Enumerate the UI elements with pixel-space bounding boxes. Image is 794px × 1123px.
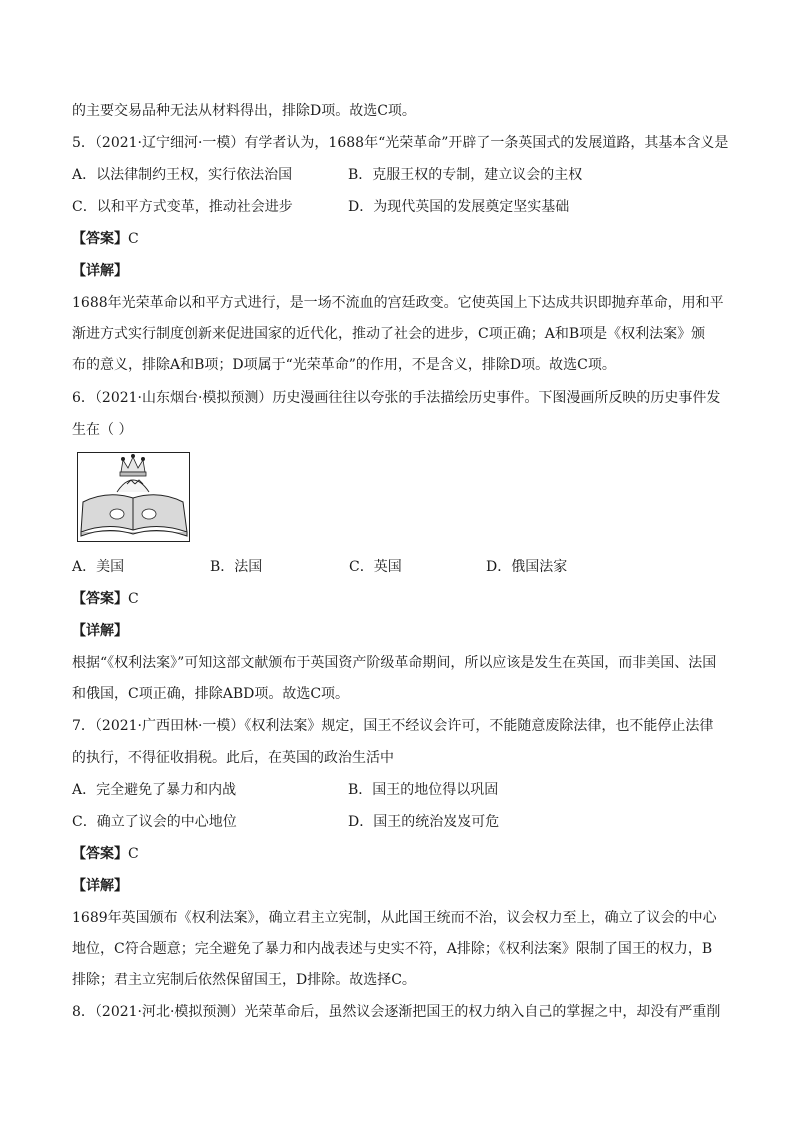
crown-icon xyxy=(120,454,146,476)
q5-option-a: A．以法律制约王权，实行依法治国 xyxy=(72,167,293,183)
q5-detail-label: 【详解】 xyxy=(72,263,128,279)
q6-answer xyxy=(72,589,139,609)
q7-answer xyxy=(72,844,139,864)
answer-label: 【答案】 xyxy=(72,591,128,607)
bill-of-rights-cartoon xyxy=(77,452,190,542)
q6-detail-label: 【详解】 xyxy=(72,623,128,639)
q6-stem: 生在（ ） xyxy=(72,422,133,438)
q6-option-a: A．美国 xyxy=(72,559,125,575)
answer-value: C xyxy=(128,231,139,247)
q5-detail-line: 布的意义，排除A和B项；D项属于“光荣革命”的作用，不是含义，排除D项。故选C项。 xyxy=(72,357,616,373)
answer-value: C xyxy=(128,591,139,607)
q6-detail-line: 根据“《权利法案》”可知这部文献颁布于英国资产阶级革命期间，所以应该是发生在英国，而非美国、法国 xyxy=(72,655,717,671)
q7-detail-line: 地位，C符合题意；完全避免了暴力和内战表述与史实不符，A排除；《权利法案》限制了国王的权力，B xyxy=(72,941,713,957)
q5-detail-line: 1688年光荣革命以和平方式进行，是一场不流血的宫廷政变。它使英国上下达成共识即抛弃革命，用和平 xyxy=(72,295,724,311)
q5-stem: 5．（2021·辽宁细河·一模）有学者认为，1688年“光荣革命”开辟了一条英国式的发展道路，其基本含义是 xyxy=(72,135,729,151)
q7-detail-line: 排除；君主立宪制后依然保留国王，D排除。故选择C。 xyxy=(72,972,416,988)
q5-option-b: B．克服王权的专制，建立议会的主权 xyxy=(348,167,583,183)
cartoon-illustration xyxy=(77,452,190,542)
q6-option-b: B．法国 xyxy=(210,559,263,575)
q6-detail-line: 和俄国，C项正确，排除ABD项。故选C项。 xyxy=(72,686,350,702)
q7-stem: 7．（2021·广西田林·一模）《权利法案》规定，国王不经议会许可，不能随意废除法律，也不能停止法律 xyxy=(72,718,714,734)
q7-option-d: D．国王的统治岌岌可危 xyxy=(348,814,500,830)
q7-detail-line: 1689年英国颁布《权利法案》，确立君主立宪制，从此国王统而不治，议会权力至上，确立了议会的中心 xyxy=(72,910,717,926)
q8-stem: 8．（2021·河北·模拟预测）光荣革命后，虽然议会逐渐把国王的权力纳入自己的掌握之中，却没有严重削 xyxy=(72,1004,721,1020)
q7-detail-label: 【详解】 xyxy=(72,878,128,894)
q6-option-d: D．俄国法家 xyxy=(486,559,568,575)
q5-detail-line: 渐进方式实行制度创新来促进国家的近代化，推动了社会的进步，C项正确；A和B项是《权利法案》颁 xyxy=(72,326,706,342)
intro-line: 的主要交易品种无法从材料得出，排除D项。故选C项。 xyxy=(72,103,416,119)
answer-value: C xyxy=(128,846,139,862)
q6-stem: 6．（2021·山东烟台·模拟预测）历史漫画往往以夸张的手法描绘历史事件。下图漫画所反映的历史事件发 xyxy=(72,390,721,406)
q7-stem: 的执行，不得征收捐税。此后，在英国的政治生活中 xyxy=(72,750,394,766)
q6-option-c: C．英国 xyxy=(349,559,402,575)
q5-option-d: D．为现代英国的发展奠定坚实基础 xyxy=(348,199,570,215)
q5-option-c: C．以和平方式变革，推动社会进步 xyxy=(72,199,293,215)
answer-label: 【答案】 xyxy=(72,846,128,862)
q7-option-c: C．确立了议会的中心地位 xyxy=(72,814,237,830)
q5-answer xyxy=(72,229,139,249)
q7-option-a: A．完全避免了暴力和内战 xyxy=(72,782,237,798)
q7-option-b: B．国王的地位得以巩固 xyxy=(348,782,499,798)
answer-label: 【答案】 xyxy=(72,231,128,247)
